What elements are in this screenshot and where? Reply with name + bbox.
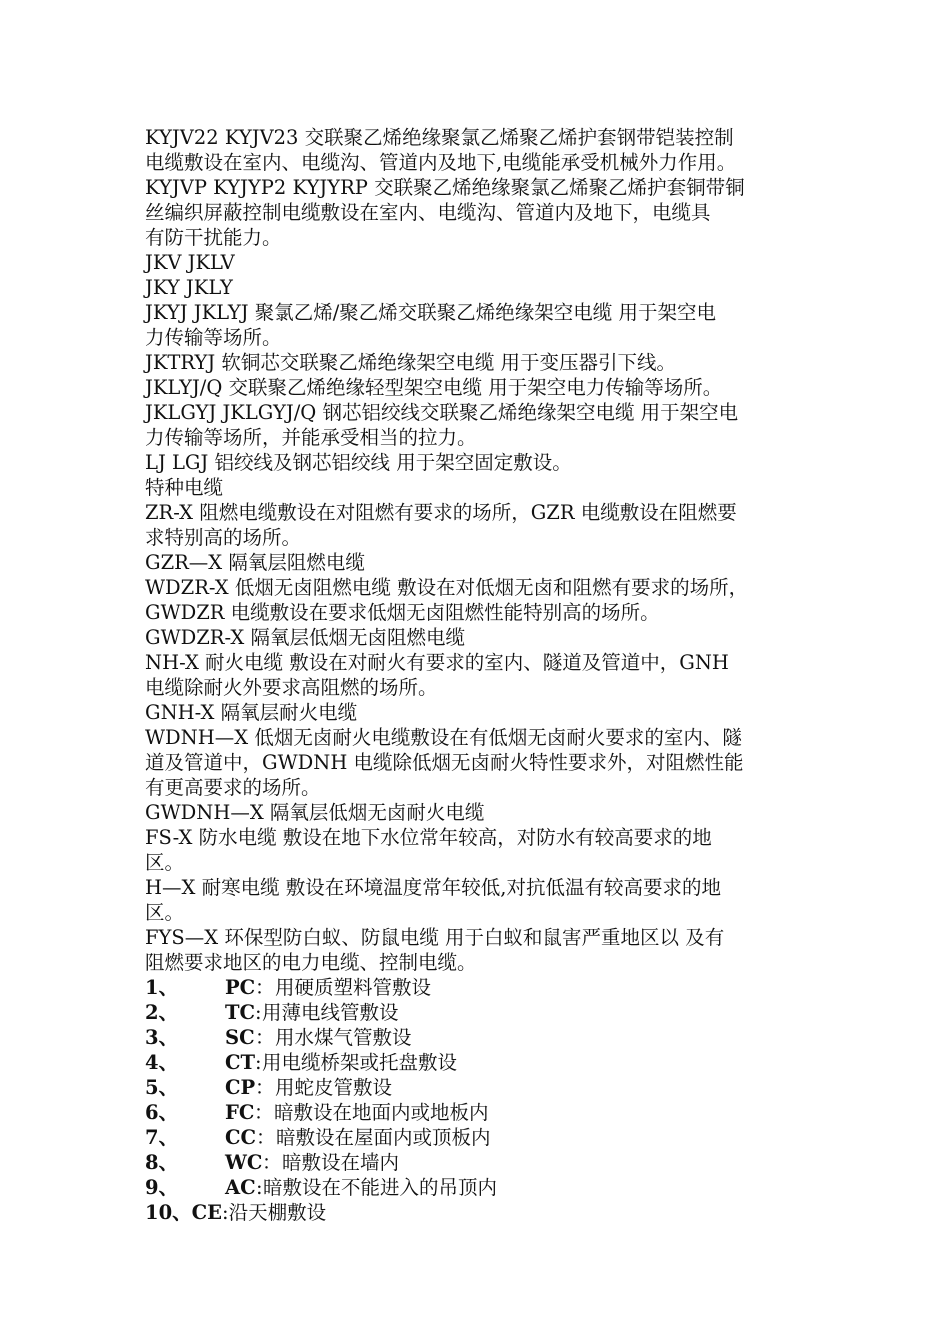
list-item-number: 5、 bbox=[145, 1076, 179, 1099]
text-line: WDZR-X 低烟无卤阻燃电缆 敷设在对低烟无卤和阻燃有要求的场所， bbox=[145, 576, 749, 599]
text-line: JKV JKLV bbox=[145, 251, 235, 274]
text-line: 有防干扰能力。 bbox=[145, 226, 282, 249]
text-line: 有更高要求的场所。 bbox=[145, 776, 321, 799]
list-item-code: CP bbox=[225, 1076, 256, 1099]
text-line: FS-X 防水电缆 敷设在地下水位常年较高，对防水有较高要求的地 bbox=[145, 826, 712, 849]
list-item bbox=[145, 1100, 815, 1125]
list-item-description: 用蛇皮管敷设 bbox=[275, 1076, 393, 1099]
list-item-last bbox=[145, 1200, 815, 1225]
text-line: JKLGYJ JKLGYJ/Q 钢芯铝绞线交联聚乙烯绝缘架空电缆 用于架空电 bbox=[145, 401, 739, 424]
list-item-code: CC bbox=[225, 1126, 257, 1149]
text-line: 电缆敷设在室内、电缆沟、管道内及地下,电缆能承受机械外力作用。 bbox=[145, 151, 737, 174]
list-item-number: 3、 bbox=[145, 1026, 179, 1049]
text-line: NH-X 耐火电缆 敷设在对耐火有要求的室内、隧道及管道中，GNH bbox=[145, 651, 729, 674]
list-item-description: 用电缆桥架或托盘敷设 bbox=[262, 1051, 458, 1074]
text-line: GWDNH—X 隔氧层低烟无卤耐火电缆 bbox=[145, 801, 485, 824]
list-item-code: SC bbox=[225, 1026, 255, 1049]
text-line: 特种电缆 bbox=[145, 476, 224, 499]
text-line: GWDZR-X 隔氧层低烟无卤阻燃电缆 bbox=[145, 626, 465, 649]
text-line: KYJVP KYJYP2 KYJYRP 交联聚乙烯绝缘聚氯乙烯聚乙烯护套铜带铜 bbox=[145, 176, 745, 199]
list-item bbox=[145, 1150, 815, 1175]
text-line: 电缆除耐火外要求高阻燃的场所。 bbox=[145, 676, 438, 699]
list-item-code: AC bbox=[225, 1176, 256, 1199]
list-item bbox=[145, 1125, 815, 1150]
list-item-code: CT bbox=[225, 1051, 256, 1074]
text-line: JKYJ JKLYJ 聚氯乙烯/聚乙烯交联聚乙烯绝缘架空电缆 用于架空电 bbox=[145, 301, 716, 324]
list-item-description: 用薄电线管敷设 bbox=[262, 1001, 399, 1024]
text-line: 力传输等场所，并能承受相当的拉力。 bbox=[145, 426, 477, 449]
text-line: WDNH—X 低烟无卤耐火电缆敷设在有低烟无卤耐火要求的室内、隧 bbox=[145, 726, 742, 749]
list-item-number: 9、 bbox=[145, 1176, 179, 1199]
list-item bbox=[145, 975, 815, 1000]
list-item-code: FC bbox=[225, 1101, 255, 1124]
text-line: GZR—X 隔氧层阻燃电缆 bbox=[145, 551, 365, 574]
list-item-separator: ： bbox=[255, 1026, 275, 1049]
text-line: 阻燃要求地区的电力电缆、控制电缆。 bbox=[145, 951, 477, 974]
paragraph-block bbox=[145, 125, 815, 975]
text-line: 求特别高的场所。 bbox=[145, 526, 302, 549]
list-item bbox=[145, 1025, 815, 1050]
list-item-number: 4、 bbox=[145, 1051, 179, 1074]
laying-method-list bbox=[145, 975, 815, 1200]
list-item-separator: : bbox=[255, 1051, 262, 1074]
list-item-number: 8、 bbox=[145, 1151, 179, 1174]
list-item bbox=[145, 1175, 815, 1200]
text-line: 区。 bbox=[145, 901, 185, 924]
document-body bbox=[145, 125, 815, 1225]
list-item-separator: ： bbox=[255, 1076, 275, 1099]
text-line: JKTRYJ 软铜芯交联聚乙烯绝缘架空电缆 用于变压器引下线。 bbox=[145, 351, 677, 374]
list-item-code: TC bbox=[225, 1001, 256, 1024]
list-item-number: 7、 bbox=[145, 1126, 179, 1149]
list-item bbox=[145, 1075, 815, 1100]
list-item-separator: : bbox=[256, 1176, 263, 1199]
list-item-separator: : bbox=[255, 1001, 262, 1024]
list-item-description: 用硬质塑料管敷设 bbox=[275, 976, 432, 999]
text-line: FYS—X 环保型防白蚁、防鼠电缆 用于白蚁和鼠害严重地区以 及有 bbox=[145, 926, 725, 949]
list-item-description: 暗敷设在屋面内或顶板内 bbox=[276, 1126, 491, 1149]
list-item bbox=[145, 1000, 815, 1025]
text-line: 力传输等场所。 bbox=[145, 326, 282, 349]
list-item-code: CE bbox=[191, 1201, 223, 1224]
list-item-code: PC bbox=[225, 976, 256, 999]
text-line: GWDZR 电缆敷设在要求低烟无卤阻燃性能特别高的场所。 bbox=[145, 601, 660, 624]
list-item bbox=[145, 1050, 815, 1075]
text-line: ZR-X 阻燃电缆敷设在对阻燃有要求的场所，GZR 电缆敷设在阻燃要 bbox=[145, 501, 737, 524]
list-item-number: 10、 bbox=[145, 1201, 192, 1224]
text-line: 道及管道中，GWDNH 电缆除低烟无卤耐火特性要求外，对阻燃性能 bbox=[145, 751, 744, 774]
list-item-description: 暗敷设在不能进入的吊顶内 bbox=[263, 1176, 498, 1199]
list-item-code: WC bbox=[225, 1151, 263, 1174]
text-line: KYJV22 KYJV23 交联聚乙烯绝缘聚氯乙烯聚乙烯护套钢带铠装控制 bbox=[145, 126, 734, 149]
list-item-description: 暗敷设在墙内 bbox=[282, 1151, 400, 1174]
list-item-number: 6、 bbox=[145, 1101, 179, 1124]
list-item-separator: ： bbox=[262, 1151, 282, 1174]
list-item-separator: ： bbox=[255, 976, 275, 999]
list-item-number: 2、 bbox=[145, 1001, 179, 1024]
text-line: GNH-X 隔氧层耐火电缆 bbox=[145, 701, 358, 724]
list-item-separator: ： bbox=[256, 1126, 276, 1149]
text-line: H—X 耐寒电缆 敷设在环境温度常年较低,对抗低温有较高要求的地 bbox=[145, 876, 721, 899]
list-item-description: 暗敷设在地面内或地板内 bbox=[274, 1101, 489, 1124]
text-line: JKLYJ/Q 交联聚乙烯绝缘轻型架空电缆 用于架空电力传输等场所。 bbox=[145, 376, 723, 399]
list-item-separator: ： bbox=[254, 1101, 274, 1124]
text-line: JKY JKLY bbox=[145, 276, 233, 299]
text-line: 区。 bbox=[145, 851, 185, 874]
list-item-separator: : bbox=[222, 1201, 229, 1224]
list-item-description: 用水煤气管敷设 bbox=[275, 1026, 412, 1049]
text-line: 丝编织屏蔽控制电缆敷设在室内、电缆沟、管道内及地下，电缆具 bbox=[145, 201, 711, 224]
text-line: LJ LGJ 铝绞线及钢芯铝绞线 用于架空固定敷设。 bbox=[145, 451, 572, 474]
list-item-number: 1、 bbox=[145, 976, 179, 999]
list-item-description: 沿天棚敷设 bbox=[228, 1201, 327, 1224]
